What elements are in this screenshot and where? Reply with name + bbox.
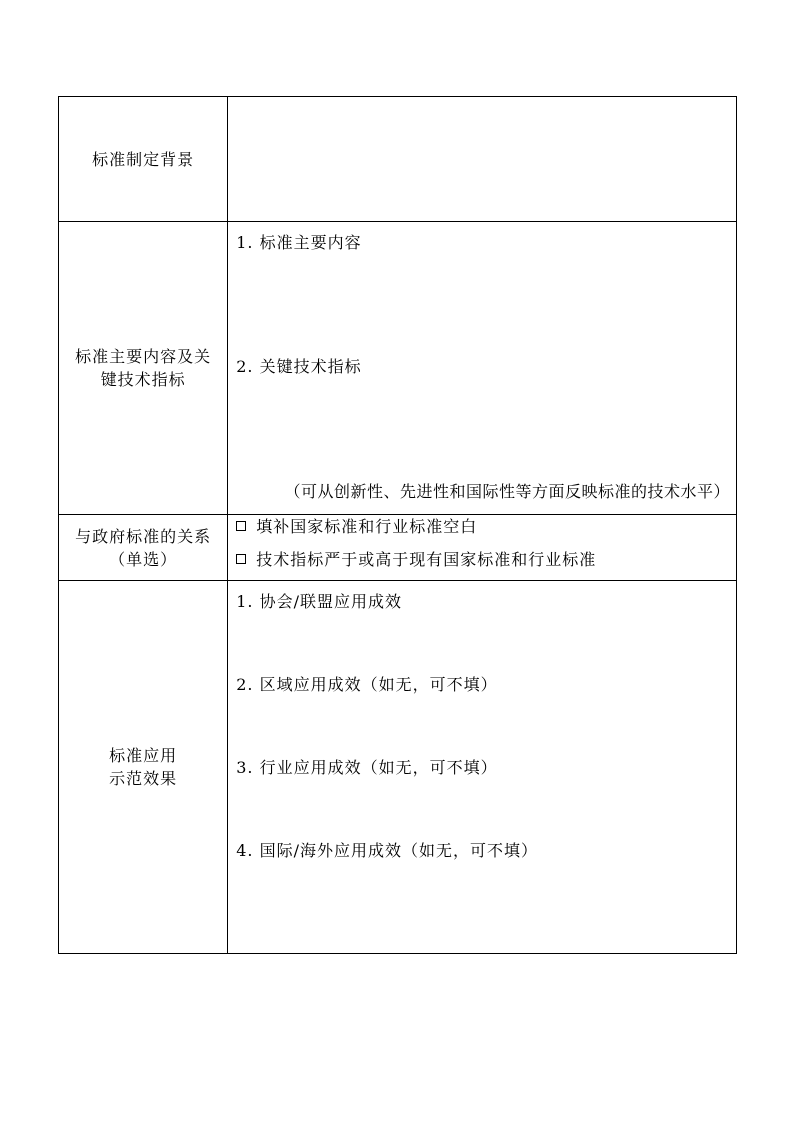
main-content-label-cell	[59, 222, 228, 515]
industry-effect-item-3: 3. 行业应用成效（如无，可不填）	[236, 757, 498, 777]
relation-option-1-label: 填补国家标准和行业标准空白	[256, 517, 478, 537]
relation-label-line2: （单选）	[109, 549, 178, 569]
relation-options-cell	[228, 515, 737, 580]
key-indicators-item-2: 2. 关键技术指标	[236, 357, 362, 377]
table-row-background	[59, 97, 737, 222]
relation-option-2-label: 技术指标严于或高于现有国家标准和行业标准	[256, 550, 597, 570]
background-content-cell[interactable]	[228, 97, 737, 222]
relation-options-inner	[228, 515, 736, 579]
application-effect-inner	[228, 581, 736, 953]
application-effect-label-cell	[59, 580, 228, 953]
background-label: 标准制定背景	[92, 149, 195, 169]
standard-form-table	[58, 96, 737, 954]
application-effect-label-line2: 示范效果	[109, 768, 178, 788]
association-effect-item-1: 1. 协会/联盟应用成效	[236, 591, 402, 611]
application-effect-cell[interactable]	[228, 580, 737, 953]
relation-label-cell	[59, 515, 228, 580]
international-effect-item-4: 4. 国际/海外应用成效（如无，可不填）	[236, 840, 538, 860]
main-content-label-line1: 标准主要内容及关	[75, 347, 212, 367]
main-content-inner	[228, 222, 736, 514]
main-content-item-1: 1. 标准主要内容	[236, 233, 362, 253]
relation-label-line1: 与政府标准的关系	[75, 526, 212, 546]
technical-level-note: （可从创新性、先进性和国际性等方面反映标准的技术水平）	[284, 482, 730, 502]
regional-effect-item-2: 2. 区域应用成效（如无，可不填）	[236, 674, 498, 694]
checkbox-icon[interactable]	[236, 554, 246, 564]
relation-option-1[interactable]	[236, 515, 477, 538]
table-row-application-effect	[59, 580, 737, 953]
background-label-cell	[59, 97, 228, 222]
application-effect-label-line1: 标准应用	[109, 745, 178, 765]
main-content-cell[interactable]	[228, 222, 737, 515]
main-content-label-line2: 键技术指标	[100, 370, 186, 390]
relation-option-2[interactable]	[236, 548, 596, 571]
table-row-main-content	[59, 222, 737, 515]
table-row-relation	[59, 515, 737, 580]
checkbox-icon[interactable]	[236, 521, 246, 531]
